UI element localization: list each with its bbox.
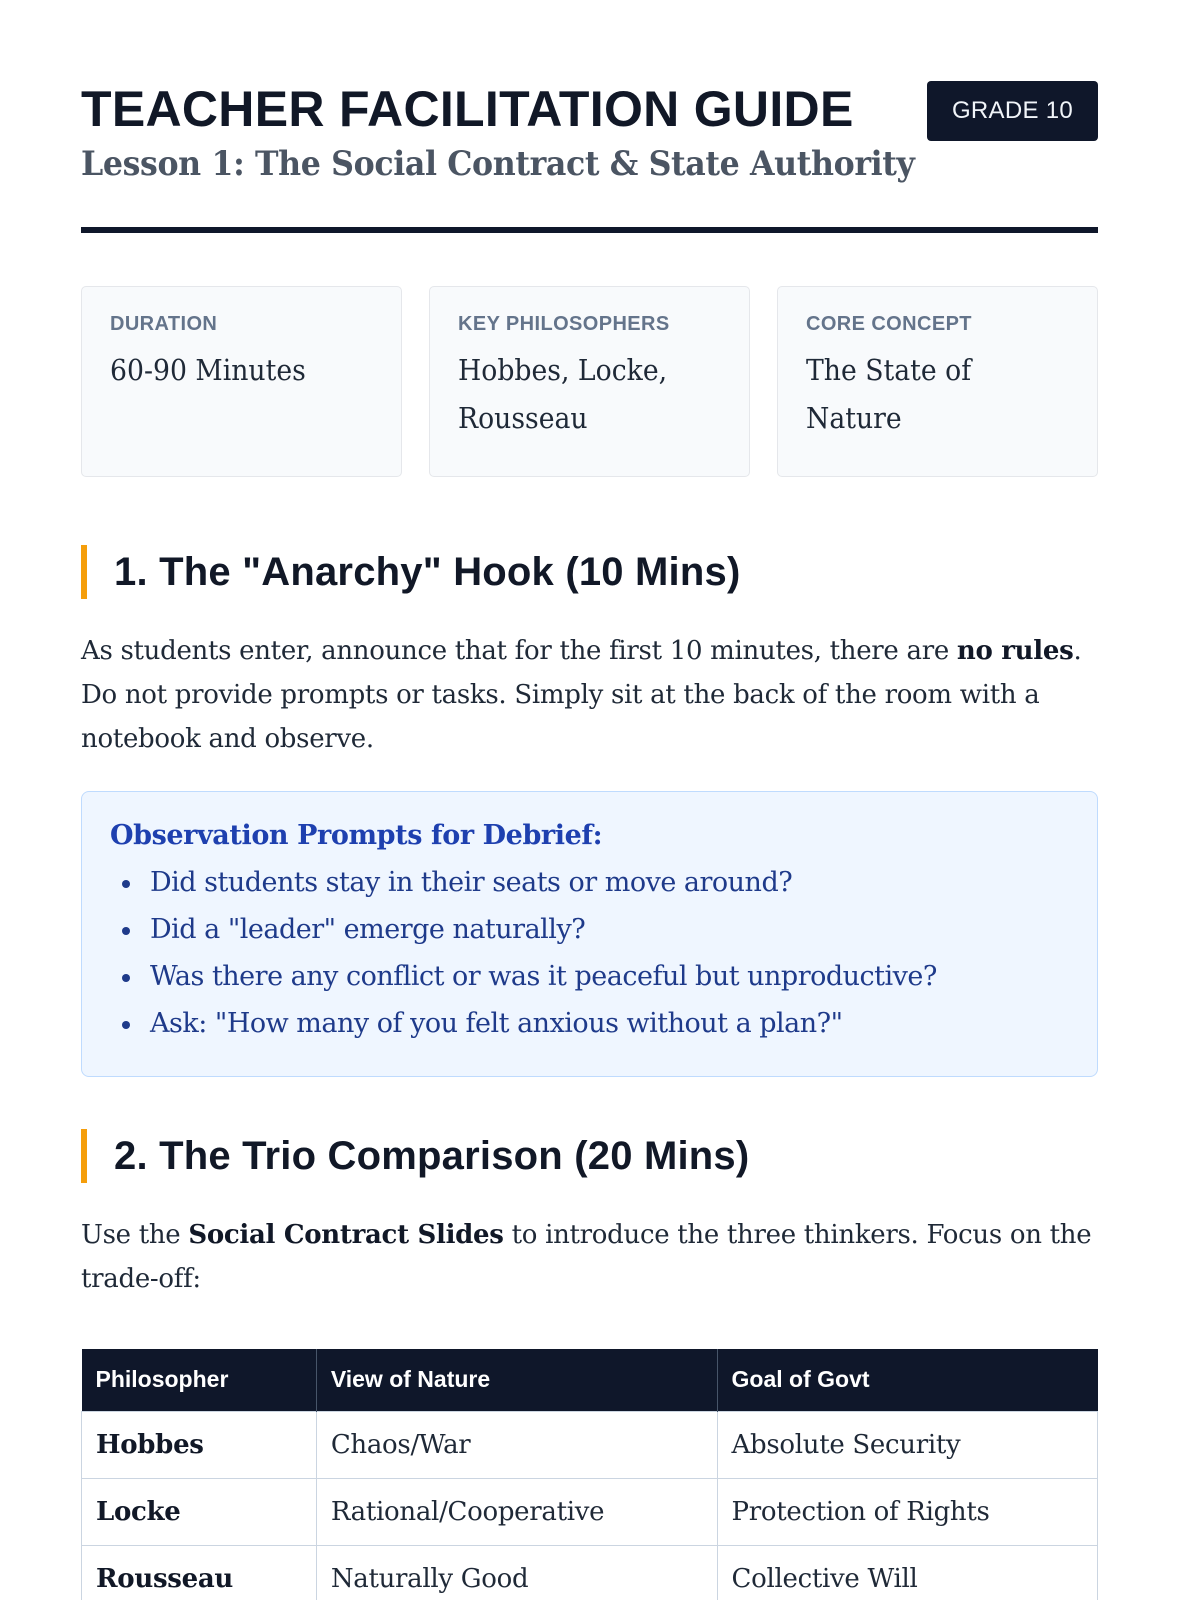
bullet-icon	[122, 974, 130, 982]
philosopher-cell: Hobbes	[82, 1411, 317, 1478]
list-item	[110, 906, 1069, 953]
page-header	[81, 0, 1098, 233]
table-row	[82, 1411, 1098, 1478]
card-label: CORE CONCEPT	[806, 313, 972, 335]
bullet-icon	[122, 880, 130, 888]
section-intro-text	[81, 1213, 1098, 1301]
table-cell: Protection of Rights	[717, 1478, 1097, 1545]
card-label: DURATION	[110, 313, 218, 335]
column-header: Goal of Govt	[717, 1349, 1097, 1411]
list-item	[110, 859, 1069, 906]
section-heading	[81, 545, 1098, 599]
list-item	[110, 1000, 1069, 1047]
section-title: 2. The Trio Comparison (20 Mins)	[114, 1133, 750, 1178]
grade-badge: GRADE 10	[927, 81, 1098, 141]
lesson-subtitle: Lesson 1: The Social Contract & State Authority	[81, 144, 915, 184]
emphasis-text: no rules	[956, 636, 1074, 666]
column-header: View of Nature	[316, 1349, 717, 1411]
page-title: TEACHER FACILITATION GUIDE	[81, 81, 854, 137]
card-value: Hobbes, Locke, Rousseau	[458, 353, 668, 435]
list-item-text: Did students stay in their seats or move around?	[150, 867, 793, 898]
callout-title: Observation Prompts for Debrief:	[110, 820, 603, 851]
table-cell: Chaos/War	[316, 1411, 717, 1478]
table-header-row	[82, 1349, 1098, 1411]
list-item-text: Did a "leader" emerge naturally?	[150, 914, 586, 945]
section-anarchy-hook	[81, 545, 1098, 1077]
table-cell: Collective Will	[717, 1545, 1097, 1600]
card-value: The State of Nature	[806, 353, 972, 435]
observation-callout	[81, 791, 1098, 1077]
info-cards	[81, 286, 1098, 477]
text-segment: . Do not provide prompts or tasks. Simply sit at the back of the room with a notebook and observe.	[81, 636, 1082, 754]
list-item-text: Ask: "How many of you felt anxious without a plan?"	[150, 1008, 843, 1039]
philosopher-comparison-table	[81, 1349, 1098, 1600]
emphasis-text: Social Contract Slides	[188, 1220, 504, 1250]
section-title: 1. The "Anarchy" Hook (10 Mins)	[114, 549, 741, 594]
section-intro-text	[81, 629, 1098, 761]
text-segment: As students enter, announce that for the first 10 minutes, there are	[81, 636, 957, 666]
bullet-icon	[122, 927, 130, 935]
table-cell: Absolute Security	[717, 1411, 1097, 1478]
text-segment: to introduce the three thinkers. Focus on the trade-off:	[81, 1220, 1092, 1294]
section-accent-bar	[81, 545, 87, 599]
bullet-icon	[122, 1021, 130, 1029]
list-item-text: Was there any conflict or was it peaceful but unproductive?	[150, 961, 937, 992]
section-trio-comparison	[81, 1129, 1098, 1600]
list-item	[110, 953, 1069, 1000]
section-accent-bar	[81, 1129, 87, 1183]
table-cell: Rational/Cooperative	[316, 1478, 717, 1545]
duration-card	[81, 286, 402, 477]
philosopher-cell: Locke	[82, 1478, 317, 1545]
section-heading	[81, 1129, 1098, 1183]
column-header: Philosopher	[82, 1349, 317, 1411]
text-segment: Use the	[81, 1220, 189, 1250]
philosopher-cell: Rousseau	[82, 1545, 317, 1600]
table-row	[82, 1545, 1098, 1600]
table-row	[82, 1478, 1098, 1545]
core-concept-card	[777, 286, 1098, 477]
observation-prompt-list	[110, 859, 1069, 1047]
card-value: 60-90 Minutes	[110, 353, 306, 387]
philosophers-card	[429, 286, 750, 477]
card-label: KEY PHILOSOPHERS	[458, 313, 670, 335]
table-cell: Naturally Good	[316, 1545, 717, 1600]
